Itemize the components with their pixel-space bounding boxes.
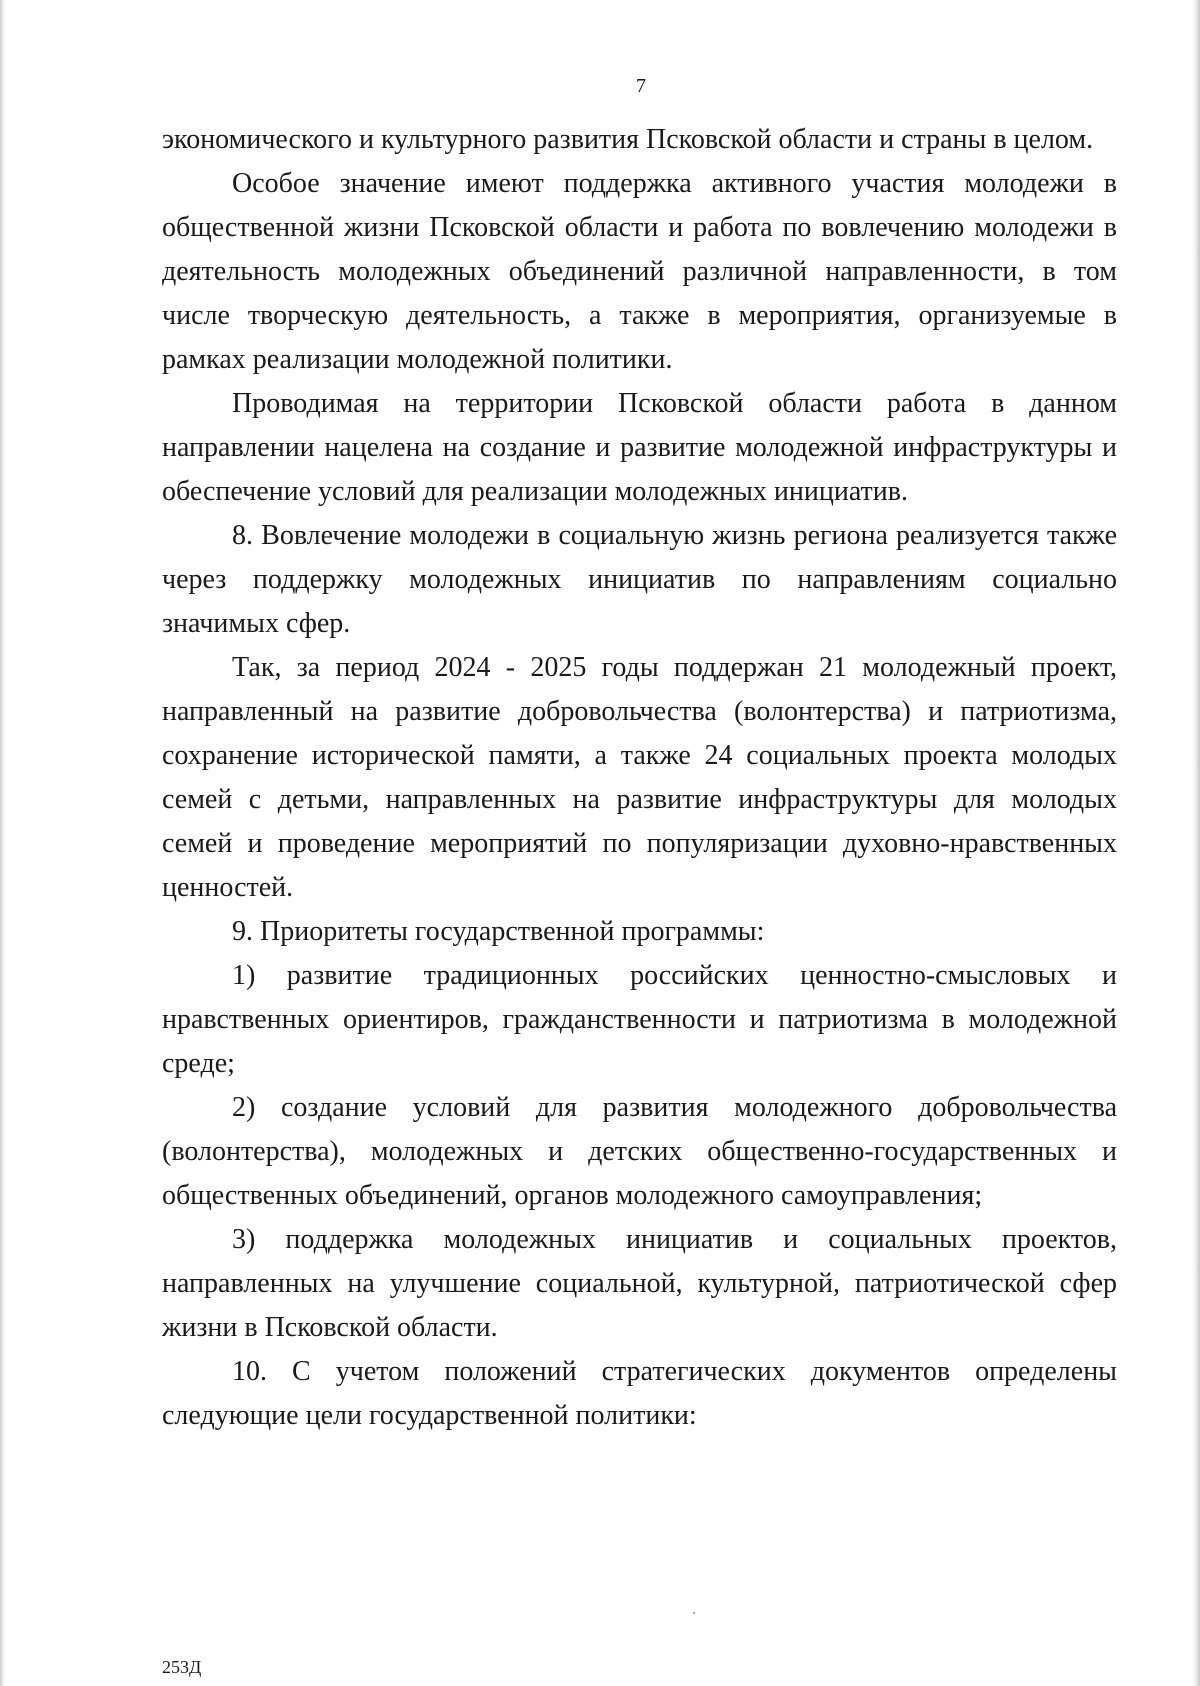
priority-item-1: 1) развитие традиционных российских ценностно-смысловых и нравственных ориентиров, гражданственности и патриотизма в молодежной среде;: [162, 960, 1117, 1079]
priority-item-2: 2) создание условий для развития молодежного добровольчества (волонтерства), молодежных и детских общественно-государственных и общественных объединений, органов молодежного самоуправления;: [162, 1092, 1117, 1211]
document-code: 253Д: [162, 1657, 202, 1677]
paragraph-item-8: 8. Вовлечение молодежи в социальную жизнь региона реализуется также через поддержку молодежных инициатив по направлениям социально значимых сфер.: [162, 520, 1117, 639]
scan-right-edge: [1192, 0, 1200, 1686]
document-body: [162, 118, 1117, 1438]
scan-speck: [693, 1612, 695, 1614]
paragraph-item-9: 9. Приоритеты государственной программы:: [232, 916, 765, 947]
page-number: 7: [636, 75, 646, 97]
paragraph-2: Особое значение имеют поддержка активного участия молодежи в общественной жизни Псковской области и работа по вовлечению молодежи в деятельность молодежных объединений различной направленности, в том числе творческую деятельность, а также в мероприятия, организуемые в рамках реализации молодежной политики.: [162, 168, 1117, 375]
paragraph-item-10: 10. С учетом положений стратегических документов определены следующие цели государственной политики:: [162, 1356, 1117, 1431]
paragraph-5: Так, за период 2024 - 2025 годы поддержан 21 молодежный проект, направленный на развитие добровольчества (волонтерства) и патриотизма, сохранение исторической памяти, а также 24 социальных проекта молодых семей с детьми, направленных на развитие инфраструктуры для молодых семей и проведение мероприятий по популяризации духовно-нравственных ценностей.: [162, 652, 1117, 903]
priority-item-3: 3) поддержка молодежных инициатив и социальных проектов, направленных на улучшение социальной, культурной, патриотической сфер жизни в Псковской области.: [162, 1224, 1117, 1343]
paragraph-1: экономического и культурного развития Псковской области и страны в целом.: [162, 124, 1094, 155]
scan-left-edge: [0, 0, 6, 1686]
paragraph-3: Проводимая на территории Псковской области работа в данном направлении нацелена на создание и развитие молодежной инфраструктуры и обеспечение условий для реализации молодежных инициатив.: [162, 388, 1117, 507]
